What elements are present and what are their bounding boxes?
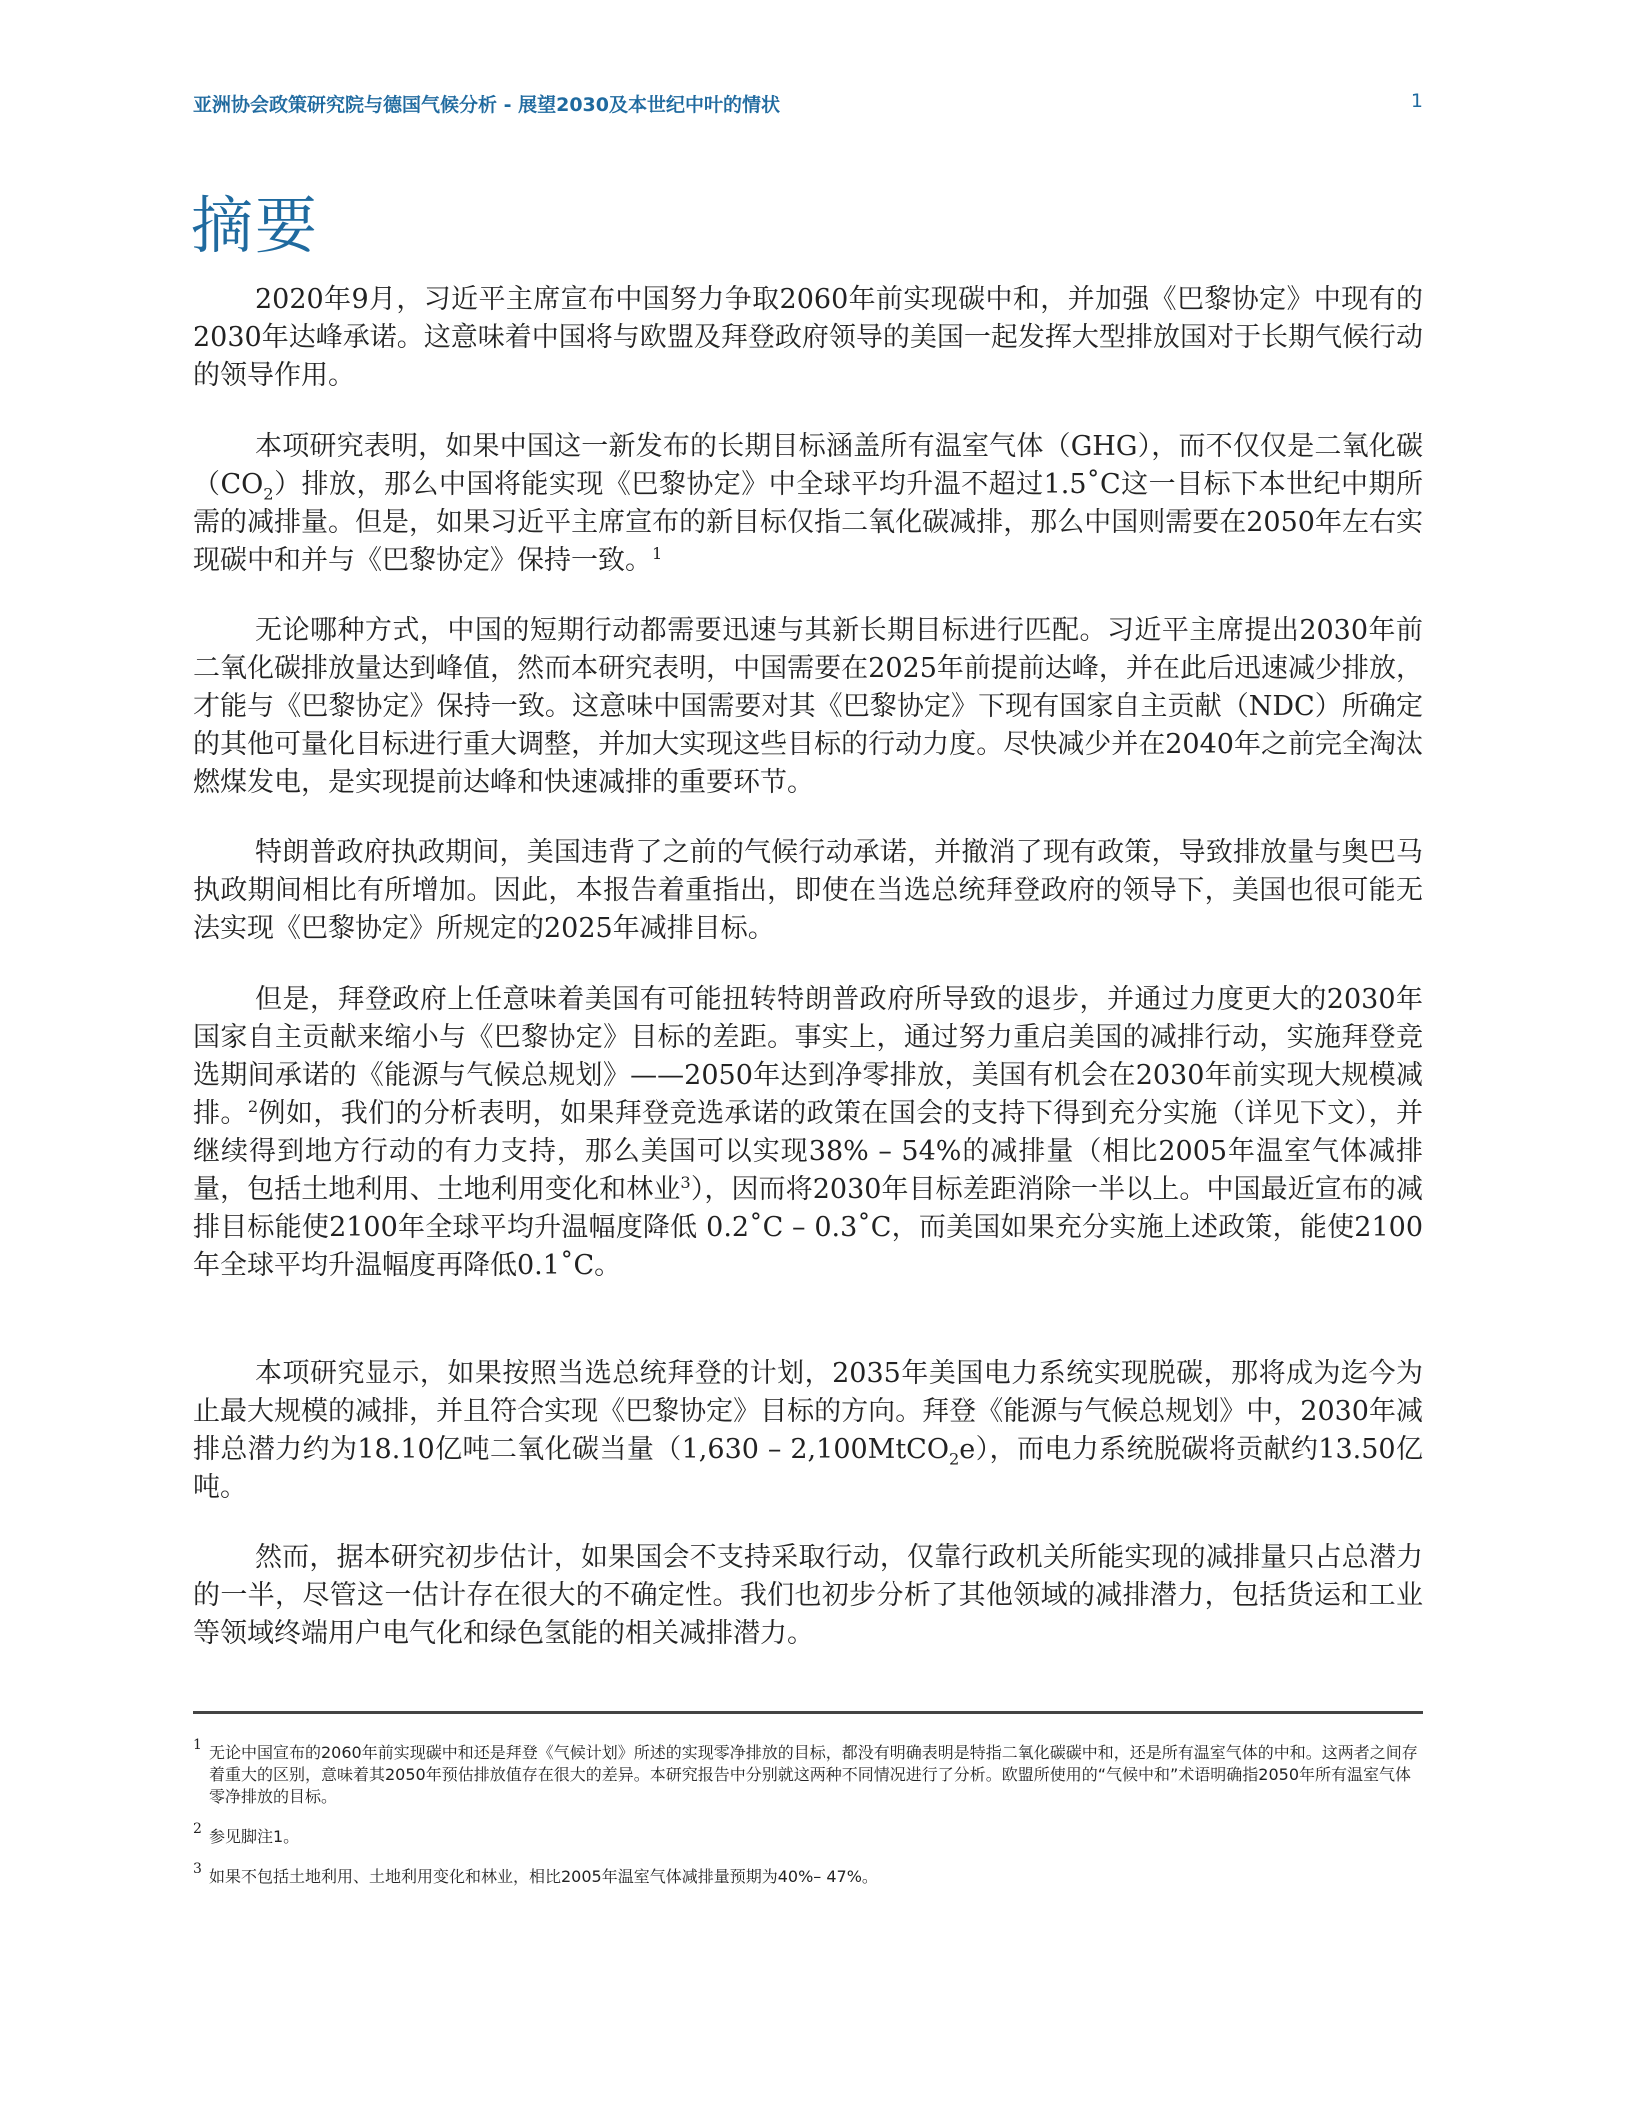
footnote-number: 1	[193, 1737, 202, 1753]
running-header: 亚洲协会政策研究院与德国气候分析 - 展望2030及本世纪中叶的情状	[193, 94, 780, 116]
footnote-3	[193, 1861, 1423, 1888]
footnote-number: 2	[193, 1821, 202, 1837]
footnote-text: 参见脚注1。	[209, 1827, 300, 1846]
paragraph-text: ）排放，那么中国将能实现《巴黎协定》中全球平均升温不超过1.5˚C这一目标下本世纪中期所需的减排量。但是，如果习近平主席宣布的新目标仅指二氧化碳减排，那么中国则需要在2050年左右实现碳中和并与《巴黎协定》保持一致。	[193, 469, 1423, 576]
paragraph-3	[193, 612, 1423, 802]
footnote-number: 3	[193, 1861, 202, 1877]
paragraph-text: 2020年9月，习近平主席宣布中国努力争取2060年前实现碳中和，并加强《巴黎协定》中现有的2030年达峰承诺。这意味着中国将与欧盟及拜登政府领导的美国一起发挥大型排放国对于长期气候行动的领导作用。	[193, 284, 1423, 391]
paragraph-text: 特朗普政府执政期间，美国违背了之前的气候行动承诺，并撤消了现有政策，导致排放量与奥巴马执政期间相比有所增加。因此，本报告着重指出，即使在当选总统拜登政府的领导下，美国也很可能无法实现《巴黎协定》所规定的2025年减排目标。	[193, 837, 1423, 944]
subscript: 2	[263, 484, 274, 504]
footnote-1	[193, 1737, 1423, 1808]
paragraph-text: 本项研究显示，如果按照当选总统拜登的计划，2035年美国电力系统实现脱碳，那将成为迄今为止最大规模的减排，并且符合实现《巴黎协定》目标的方向。拜登《能源与气候总规划》中，2030年减排总潜力约为18.10亿吨二氧化碳当量（1,630 – 2,100MtCO	[193, 1358, 1423, 1465]
page-number: 1	[1410, 90, 1423, 112]
paragraph-1	[193, 281, 1423, 395]
footnote-divider	[193, 1711, 1423, 1714]
footnote-ref[interactable]: 1	[652, 544, 663, 563]
paragraph-text: ），因而将2030年目标差距消除一半以上。中国最近宣布的减排目标能使2100年全球平均升温幅度降低 0.2˚C – 0.3˚C，而美国如果充分实施上述政策，能使2100年全球平均升温幅度再降低0.1˚C。	[193, 1174, 1423, 1281]
paragraph-7	[193, 1539, 1423, 1653]
paragraph-text: 本项研究表明，如果中国这一新发布的长期目标涵盖所有温室气体（GHG），而不仅仅是二氧化碳（CO	[193, 431, 1423, 500]
paragraph-4	[193, 834, 1423, 948]
paragraph-2	[193, 428, 1423, 580]
paragraph-text: 但是，拜登政府上任意味着美国有可能扭转特朗普政府所导致的退步，并通过力度更大的2030年国家自主贡献来缩小与《巴黎协定》目标的差距。事实上，通过努力重启美国的减排行动，实施拜登竞选期间承诺的《能源与气候总规划》——2050年达到净零排放，美国有机会在2030年前实现大规模减排。	[193, 984, 1423, 1129]
footnote-ref[interactable]: 3	[680, 1173, 691, 1192]
footnote-ref[interactable]: 2	[247, 1097, 259, 1116]
paragraph-text: 无论哪种方式，中国的短期行动都需要迅速与其新长期目标进行匹配。习近平主席提出2030年前二氧化碳排放量达到峰值，然而本研究表明，中国需要在2025年前提前达峰，并在此后迅速减少排放，才能与《巴黎协定》保持一致。这意味中国需要对其《巴黎协定》下现有国家自主贡献（NDC）所确定的其他可量化目标进行重大调整，并加大实现这些目标的行动力度。尽快减少并在2040年之前完全淘汰燃煤发电，是实现提前达峰和快速减排的重要环节。	[193, 615, 1423, 798]
page-title: 摘要	[191, 189, 320, 262]
footnote-2	[193, 1821, 1423, 1848]
subscript: 2	[948, 1449, 960, 1469]
paragraph-5	[193, 981, 1423, 1285]
footnote-text: 无论中国宣布的2060年前实现碳中和还是拜登《气候计划》所述的实现零净排放的目标，都没有明确表明是特指二氧化碳碳中和，还是所有温室气体的中和。这两者之间存着重大的区别，意味着其2050年预估排放值存在很大的差异。本研究报告中分别就这两种不同情况进行了分析。欧盟所使用的“气候中和”术语明确指2050年所有温室气体零净排放的目标。	[209, 1743, 1418, 1806]
footnote-text: 如果不包括土地利用、土地利用变化和林业，相比2005年温室气体减排量预期为40%– 47%。	[209, 1867, 878, 1886]
paragraph-text: 然而，据本研究初步估计，如果国会不支持采取行动，仅靠行政机关所能实现的减排量只占总潜力的一半，尽管这一估计存在很大的不确定性。我们也初步分析了其他领域的减排潜力，包括货运和工业等领域终端用户电气化和绿色氢能的相关减排潜力。	[193, 1542, 1423, 1649]
paragraph-6	[193, 1355, 1423, 1507]
paragraph-text: e），而电力系统脱碳将贡献约13.50亿吨。	[193, 1434, 1423, 1503]
paragraph-text: 例如，我们的分析表明，如果拜登竞选承诺的政策在国会的支持下得到充分实施（详见下文），并继续得到地方行动的有力支持，那么美国可以实现38% – 54%的减排量（相比2005年温室气体减排量，包括土地利用、土地利用变化和林业	[193, 1098, 1424, 1205]
